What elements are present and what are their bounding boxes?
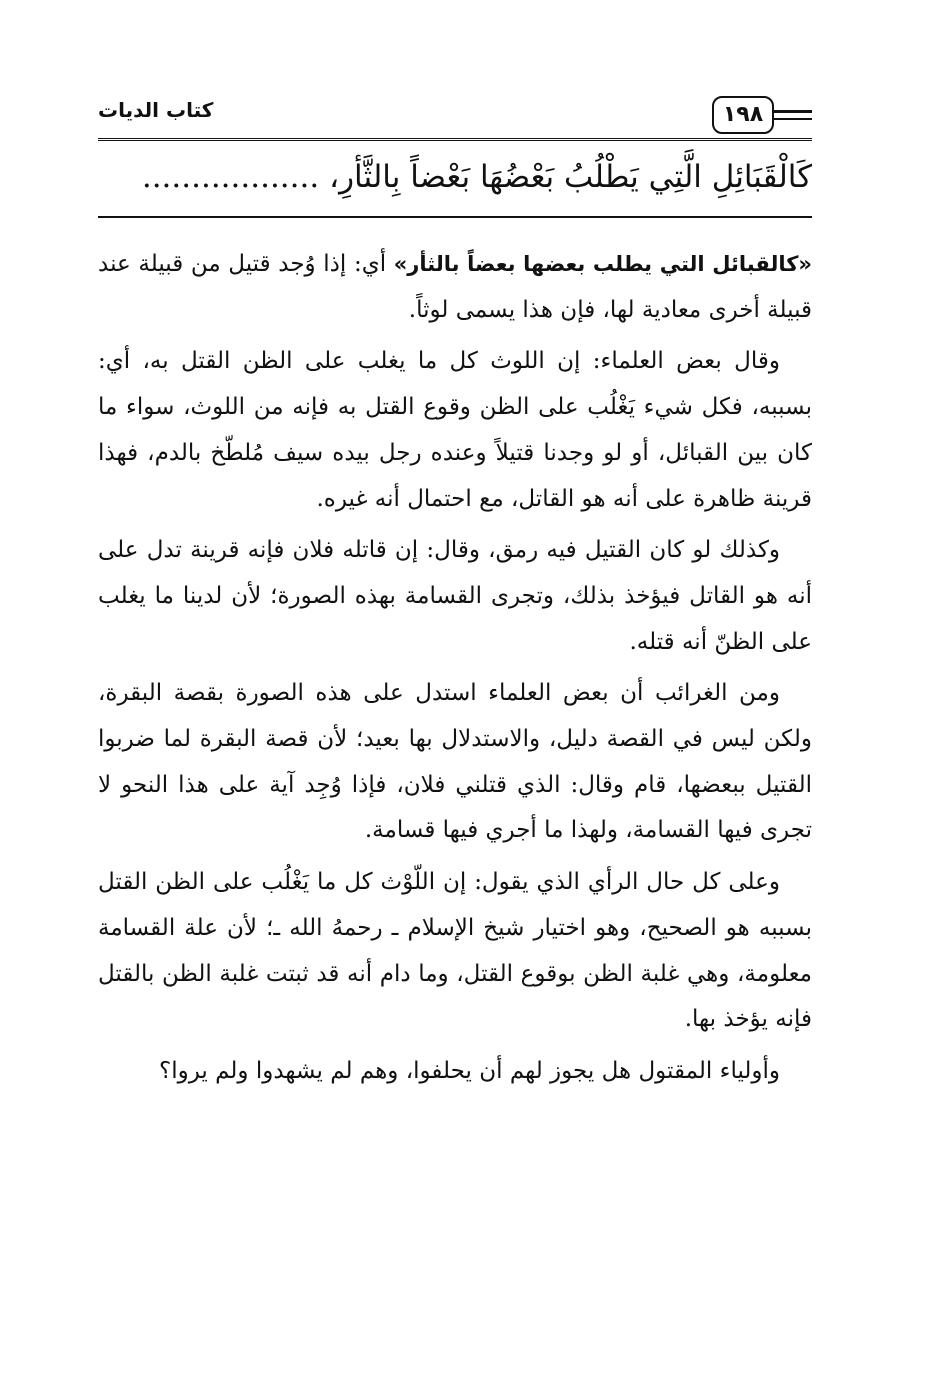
page-number: ١٩٨: [712, 96, 774, 134]
paragraph-1-text: أي: إذا وُجد قتيل من قبيلة عند قبيلة أخرى معادية لها، فإن هذا يسمى لوثاً.: [98, 251, 812, 323]
commentary-body: [98, 242, 812, 1101]
paragraph-4: ومن الغرائب أن بعض العلماء استدل على هذه الصورة بقصة البقرة، ولكن ليس في القصة دليل، والاستدلال بها بعيد؛ لأن قصة البقرة لما ضربوا القتيل ببعضها، قام وقال: الذي قتلني فلان، فإذا وُجِد آية على هذا النحو لا تجرى فيها القسامة، ولهذا ما أجري فيها قسامة.: [98, 680, 812, 844]
paragraph-6: وأولياء المقتول هل يجوز لهم أن يحلفوا، وهم لم يشهدوا ولم يروا؟: [159, 1057, 780, 1084]
matn-text: كَالْقَبَائِلِ الَّتِي يَطْلُبُ بَعْضُهَا بَعْضاً بِالثَّأرِ، ..................: [141, 159, 812, 195]
header-rule: [98, 138, 812, 141]
paragraph-3: وكذلك لو كان القتيل فيه رمق، وقال: إن قاتله فلان فإنه قرينة تدل على أنه هو القاتل فيؤخذ بذلك، وتجرى القسامة بهذه الصورة؛ لأن لدينا ما يغلب على الظنّ أنه قتله.: [98, 537, 812, 655]
ornament-lines: [774, 110, 812, 120]
paragraph-1: [98, 242, 812, 333]
paragraph-5: وعلى كل حال الرأي الذي يقول: إن اللّوْث كل ما يَغْلُب على الظن القتل بسببه هو الصحيح، وهو اختيار شيخ الإسلام ـ رحمهُ الله ـ؛ لأن علة القسامة معلومة، وهي غلبة الظن بوقوع القتل، وما دام أنه قد ثبتت غلبة الظن بالقتل فإنه يؤخذ بها.: [98, 869, 812, 1033]
page-number-ornament: [700, 96, 812, 136]
matn-divider: [98, 216, 812, 218]
running-title: كتاب الديات: [98, 98, 214, 122]
page-header: [98, 92, 812, 142]
paragraph-2: وقال بعض العلماء: إن اللوث كل ما يغلب على الظن القتل به، أي: بسببه، فكل شيء يَغْلُب على الظن وقوع القتل به فإنه من اللوث، سواء ما كان بين القبائل، أو لو وجدنا قتيلاً وعنده رجل بيده سيف مُلطّخ بالدم، فهذا قرينة ظاهرة على أنه هو القاتل، مع احتمال أنه غيره.: [98, 348, 812, 512]
quoted-matn: «كالقبائل التي يطلب بعضها بعضاً بالثأر»: [393, 252, 812, 276]
